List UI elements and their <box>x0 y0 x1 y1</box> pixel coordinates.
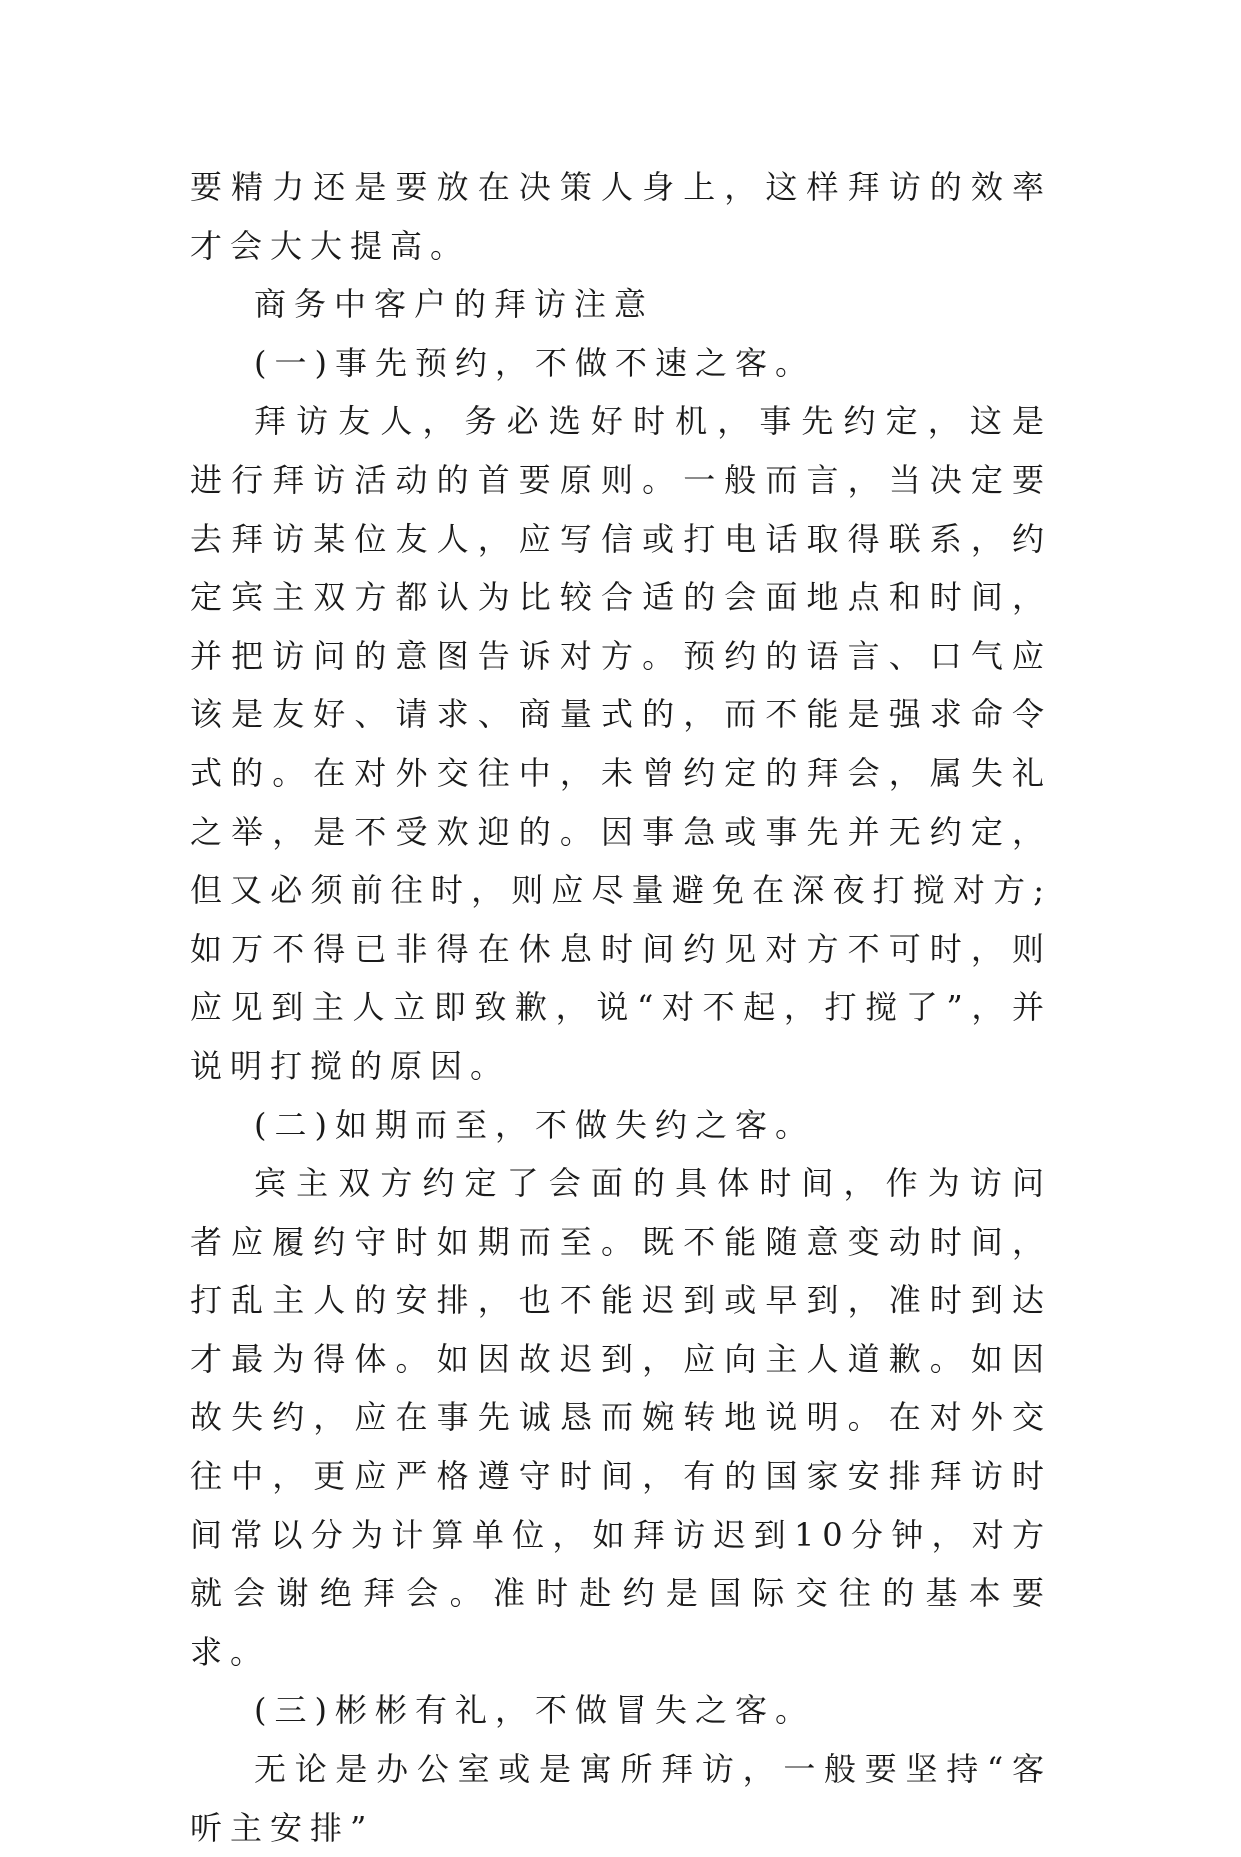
paragraph-1: 拜访友人，务必选好时机，事先约定，这是进行拜访活动的首要原则。一般而言，当决定要去拜访某位友人，应写信或打电话取得联系，约定宾主双方都认为比较合适的会面地点和时间，并把访问的意图告诉对方。预约的语言、口气应该是友好、请求、商量式的，而不能是强求命令式的。在对外交往中，未曾约定的拜会，属失礼之举，是不受欢迎的。因事急或事先并无约定，但又必须前往时，则应尽量避免在深夜打搅对方;如万不得已非得在休息时间约见对方不可时，则应见到主人立即致歉，说“对不起，打搅了”，并说明打搅的原因。 <box>190 402 1052 1085</box>
paragraph-2: 宾主双方约定了会面的具体时间，作为访问者应履约守时如期而至。既不能随意变动时间，打乱主人的安排，也不能迟到或早到，准时到达才最为得体。如因故迟到，应向主人道歉。如因故失约，应在事先诚恳而婉转地说明。在对外交往中，更应严格遵守时间，有的国家安排拜访时间常以分为计算单位，如拜访迟到10分钟，对方就会谢绝拜会。准时赴约是国际交往的基本要求。 <box>190 1164 1052 1671</box>
subheading-2: (二)如期而至，不做失约之客。 <box>254 1105 815 1144</box>
document-body <box>190 158 1052 1857</box>
section-heading: 商务中客户的拜访注意 <box>254 285 655 324</box>
paragraph-3: 无论是办公室或是寓所拜访，一般要坚持“客听主安排” <box>190 1750 1052 1847</box>
subheading-3: (三)彬彬有礼，不做冒失之客。 <box>254 1691 815 1730</box>
subheading-1: (一)事先预约，不做不速之客。 <box>254 343 815 382</box>
paragraph-continuation: 要精力还是要放在决策人身上，这样拜访的效率才会大大提高。 <box>190 168 1052 265</box>
